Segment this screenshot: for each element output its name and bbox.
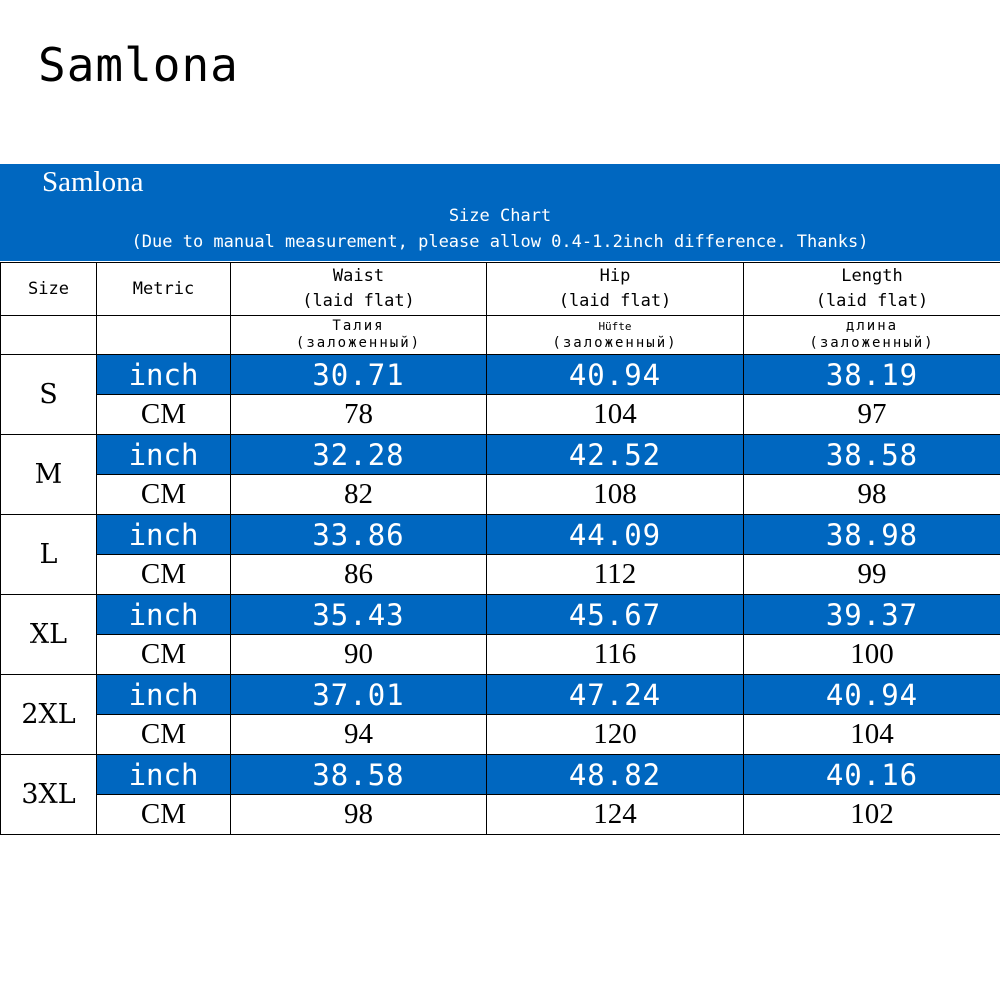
length-inch-value: 40.16 xyxy=(744,755,1000,795)
hip-inch-value: 45.67 xyxy=(487,595,744,635)
waist-inch-value: 32.28 xyxy=(231,435,487,475)
banner-brand: Samlona xyxy=(42,166,144,198)
waist-inch-value: 33.86 xyxy=(231,515,487,555)
metric-cm-label: CM xyxy=(97,395,231,435)
table-row xyxy=(1,475,1000,515)
hip-cm-value: 104 xyxy=(487,395,744,435)
subheader-waist-translation: Талия (заложенный) xyxy=(231,316,487,355)
subheader-hip-translation: Hüfte (заложенный) xyxy=(487,316,744,355)
banner-title: Size Chart xyxy=(448,206,552,226)
metric-inch-label: inch xyxy=(97,675,231,715)
hip-cm-value: 124 xyxy=(487,795,744,835)
waist-inch-value: 37.01 xyxy=(231,675,487,715)
table-row xyxy=(1,795,1000,835)
subheader-row xyxy=(1,316,1000,355)
table-row xyxy=(1,355,1000,395)
size-table xyxy=(0,262,1000,835)
hip-inch-value: 40.94 xyxy=(487,355,744,395)
hip-cm-value: 120 xyxy=(487,715,744,755)
length-cm-value: 97 xyxy=(744,395,1000,435)
length-cm-value: 102 xyxy=(744,795,1000,835)
size-label: XL xyxy=(1,595,97,675)
metric-cm-label: CM xyxy=(97,715,231,755)
table-row xyxy=(1,755,1000,795)
hip-cm-value: 108 xyxy=(487,475,744,515)
size-label: L xyxy=(1,515,97,595)
metric-inch-label: inch xyxy=(97,515,231,555)
metric-inch-label: inch xyxy=(97,435,231,475)
metric-cm-label: CM xyxy=(97,555,231,595)
length-cm-value: 98 xyxy=(744,475,1000,515)
table-row xyxy=(1,395,1000,435)
table-row xyxy=(1,675,1000,715)
waist-inch-value: 38.58 xyxy=(231,755,487,795)
metric-inch-label: inch xyxy=(97,755,231,795)
size-chart-banner xyxy=(0,164,1000,261)
waist-cm-value: 86 xyxy=(231,555,487,595)
waist-inch-value: 30.71 xyxy=(231,355,487,395)
size-label: S xyxy=(1,355,97,435)
waist-cm-value: 82 xyxy=(231,475,487,515)
header-length: Length (laid flat) xyxy=(744,263,1000,316)
metric-inch-label: inch xyxy=(97,595,231,635)
length-inch-value: 38.98 xyxy=(744,515,1000,555)
length-cm-value: 104 xyxy=(744,715,1000,755)
subheader-length-translation: длина (заложенный) xyxy=(744,316,1000,355)
header-row xyxy=(1,263,1000,316)
metric-cm-label: CM xyxy=(97,635,231,675)
table-row xyxy=(1,555,1000,595)
table-row xyxy=(1,515,1000,555)
size-label: M xyxy=(1,435,97,515)
subheader-empty-size xyxy=(1,316,97,355)
header-metric: Metric xyxy=(97,263,231,316)
table-row xyxy=(1,715,1000,755)
size-label: 2XL xyxy=(1,675,97,755)
hip-cm-value: 112 xyxy=(487,555,744,595)
metric-cm-label: CM xyxy=(97,795,231,835)
table-row xyxy=(1,435,1000,475)
brand-logo-text: Samlona xyxy=(38,38,239,92)
waist-inch-value: 35.43 xyxy=(231,595,487,635)
waist-cm-value: 98 xyxy=(231,795,487,835)
length-inch-value: 38.19 xyxy=(744,355,1000,395)
waist-cm-value: 90 xyxy=(231,635,487,675)
header-waist: Waist (laid flat) xyxy=(231,263,487,316)
length-inch-value: 38.58 xyxy=(744,435,1000,475)
hip-inch-value: 42.52 xyxy=(487,435,744,475)
banner-note: (Due to manual measurement, please allow 0.4-1.2inch difference. Thanks) xyxy=(131,232,869,252)
hip-inch-value: 48.82 xyxy=(487,755,744,795)
hip-inch-value: 44.09 xyxy=(487,515,744,555)
waist-cm-value: 78 xyxy=(231,395,487,435)
subheader-empty-metric xyxy=(97,316,231,355)
size-label: 3XL xyxy=(1,755,97,835)
length-inch-value: 39.37 xyxy=(744,595,1000,635)
length-inch-value: 40.94 xyxy=(744,675,1000,715)
table-row xyxy=(1,635,1000,675)
header-hip: Hip (laid flat) xyxy=(487,263,744,316)
header-size: Size xyxy=(1,263,97,316)
waist-cm-value: 94 xyxy=(231,715,487,755)
hip-inch-value: 47.24 xyxy=(487,675,744,715)
length-cm-value: 100 xyxy=(744,635,1000,675)
metric-inch-label: inch xyxy=(97,355,231,395)
hip-cm-value: 116 xyxy=(487,635,744,675)
length-cm-value: 99 xyxy=(744,555,1000,595)
metric-cm-label: CM xyxy=(97,475,231,515)
table-row xyxy=(1,595,1000,635)
